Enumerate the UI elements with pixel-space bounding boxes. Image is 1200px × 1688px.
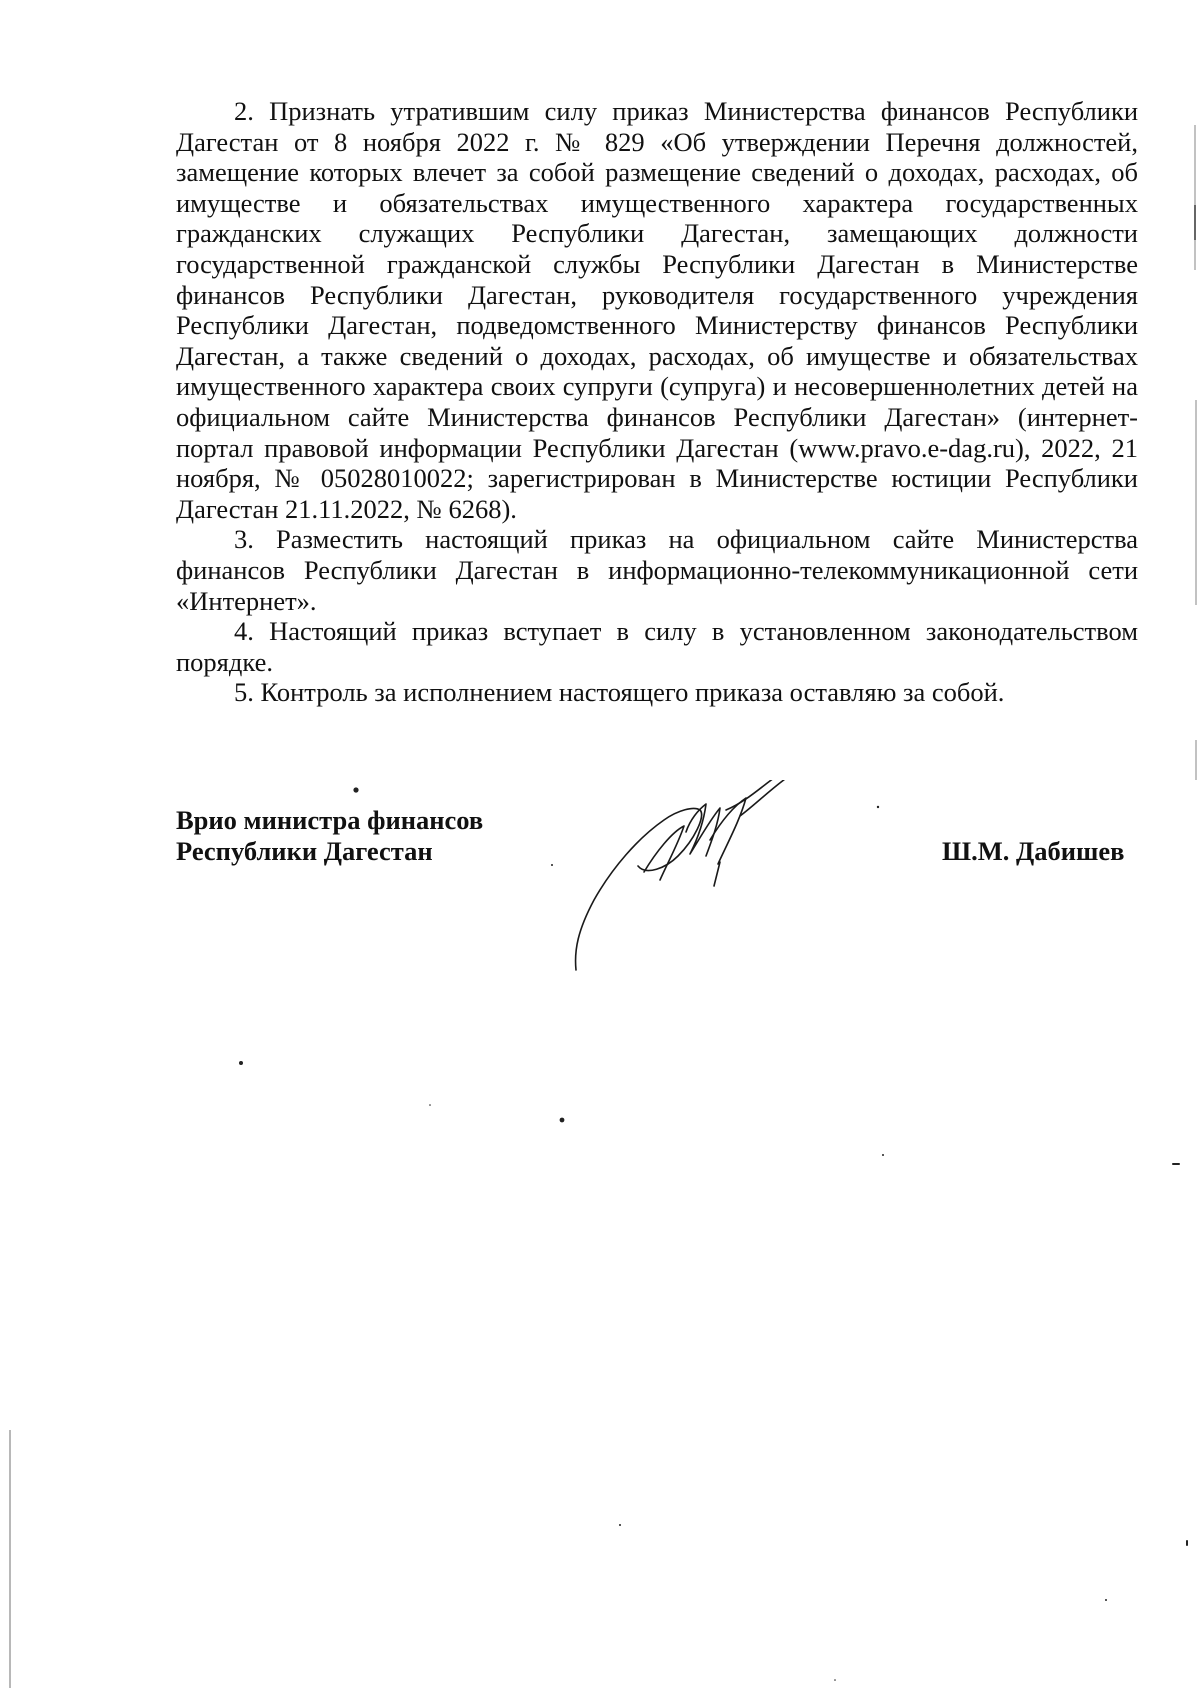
signatory-name: Ш.М. Дабишев (942, 836, 1125, 866)
document-body (176, 96, 1138, 708)
signatory-position-line-1: Врио министра финансов (176, 805, 484, 835)
paragraph-4: 4. Настоящий приказ вступает в силу в установленном законодательством порядке. (176, 616, 1138, 677)
signatory-position (176, 805, 483, 867)
paragraph-5: 5. Контроль за исполнением настоящего приказа оставляю за собой. (234, 677, 1005, 708)
signatory-position-line-2: Республики Дагестан (176, 836, 433, 866)
handwritten-signature (560, 780, 850, 980)
paragraph-3: 3. Разместить настоящий приказ на официальном сайте Министерства финансов Республики Дагестан в информационно-телекоммуникационной сети «Интернет». (176, 524, 1138, 616)
paragraph-2: 2. Признать утратившим силу приказ Министерства финансов Республики Дагестан от 8 ноября 2022 г. № 829 «Об утверждении Перечня должностей, замещение которых влечет за собой размещение сведений о доходах, расходах, об имуществе и обязательствах имущественного характера государственных гражданских служащих Республики Дагестан, замещающих должности государственной гражданской службы Республики Дагестан в Министерстве финансов Республики Дагестан, руководителя государственного учреждения Республики Дагестан, подведомственного Министерству финансов Республики Дагестан, а также сведений о доходах, расходах, об имуществе и обязательствах имущественного характера своих супруги (супруга) и несовершеннолетних детей на официальном сайте Министерства финансов Республики Дагестан» (интернет-портал правовой информации Республики Дагестан (www.pravo.e-dag.ru), 2022, 21 ноября, № 05028010022; зарегистрирован в Министерстве юстиции Республики Дагестан 21.11.2022, № 6268). (176, 96, 1138, 524)
